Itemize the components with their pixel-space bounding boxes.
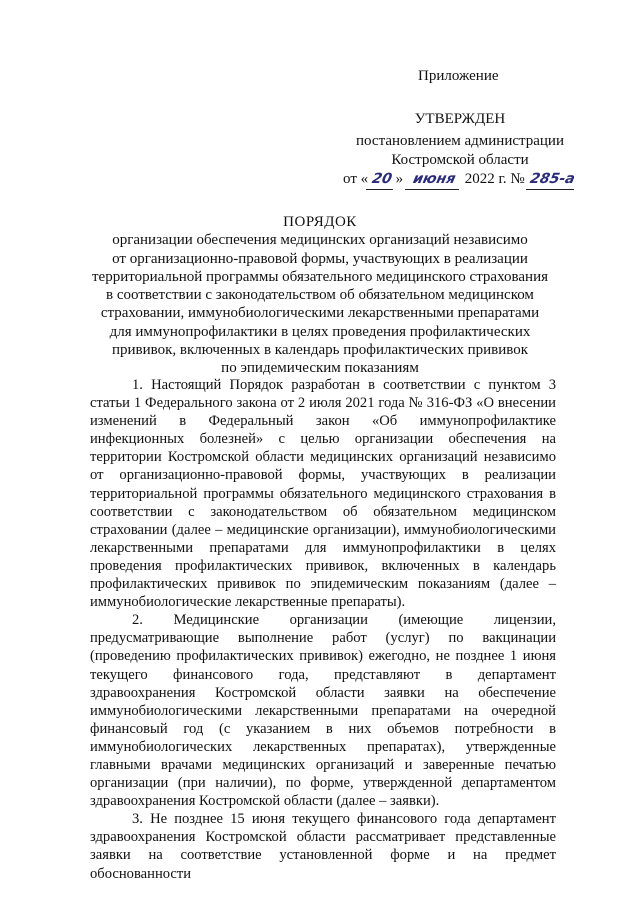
handwritten-month: июня [405,170,463,190]
document-body [90,376,556,883]
date-separator: » [395,171,404,187]
date-prefix: от « [343,171,369,187]
approval-date-line [300,170,620,190]
title-line: по эпидемическим показаниям [221,360,419,377]
title-line: от организационно-правовой формы, участвующих в реализации [112,250,528,267]
date-year-number-label: 2022 г. № [464,171,525,187]
title-line: организации обеспечения медицинских организаций независимо [112,232,528,249]
approval-line-2: Костромской области [391,152,529,168]
approval-block [300,110,620,190]
paragraph-1: 1. Настоящий Порядок разработан в соответствии с пунктом 3 статьи 1 Федерального закона от 2 июля 2021 года № 316-ФЗ «О внесении изменений в Федеральный закон «Об иммунопрофилактике инфекционных болезней» с целью организации обеспечения на территории Костромской области медицинских организаций независимо от организационно-правовой формы, участвующих в реализации территориальной программы обязательного медицинского страхования в соответствии с законодательством об обязательном медицинском страховании (далее – медицинские организации), иммунобиологическими лекарственными препаратами для иммунопрофилактики в целях проведения профилактических прививок, включенных в календарь профилактических прививок по эпидемическим показаниям (далее – иммунобиологические лекарственные препараты). [90,377,556,611]
paragraph-2: 2. Медицинские организации (имеющие лицензии, предусматривающие выполнение работ (услуг) по вакцинации (проведению профилактических прививок) ежегодно, не позднее 1 июня текущего финансового года, представляют в департамент здравоохранения Костромской области заявки на обеспечение иммунобиологическими лекарственными препаратами на очередной финансовый год (с указанием в них объемов потребности в иммунобиологических лекарственных препаратах), утвержденные главными врачами медицинских организаций и заверенные печатью организации (при наличии), по форме, утвержденной департаментом здравоохранения Костромской области (далее – заявки). [90,612,556,810]
document-title [80,213,560,378]
approved-label: УТВЕРЖДЕН [414,111,506,127]
title-line: территориальной программы обязательного медицинского страхования [91,268,549,285]
title-line: прививок, включенных в календарь профилактических прививок [111,342,529,359]
handwritten-number: 285-а [526,170,579,190]
appendix-label: Приложение [418,68,499,84]
title-line: страховании, иммунобиологическими лекарственными препаратами [100,305,540,322]
paragraph-3: 3. Не позднее 15 июня текущего финансового года департамент здравоохранения Костромской области рассматривает представленные заявки на соответствие установленной форме и на предмет обоснованности [90,811,556,882]
approval-line-1: постановлением администрации [356,133,564,149]
handwritten-day: 20 [366,170,398,190]
title-line: для иммунопрофилактики в целях проведения профилактических [109,323,531,340]
title-heading: ПОРЯДОК [283,214,357,230]
title-line: в соответствии с законодательством об обязательном медицинском [106,287,534,304]
